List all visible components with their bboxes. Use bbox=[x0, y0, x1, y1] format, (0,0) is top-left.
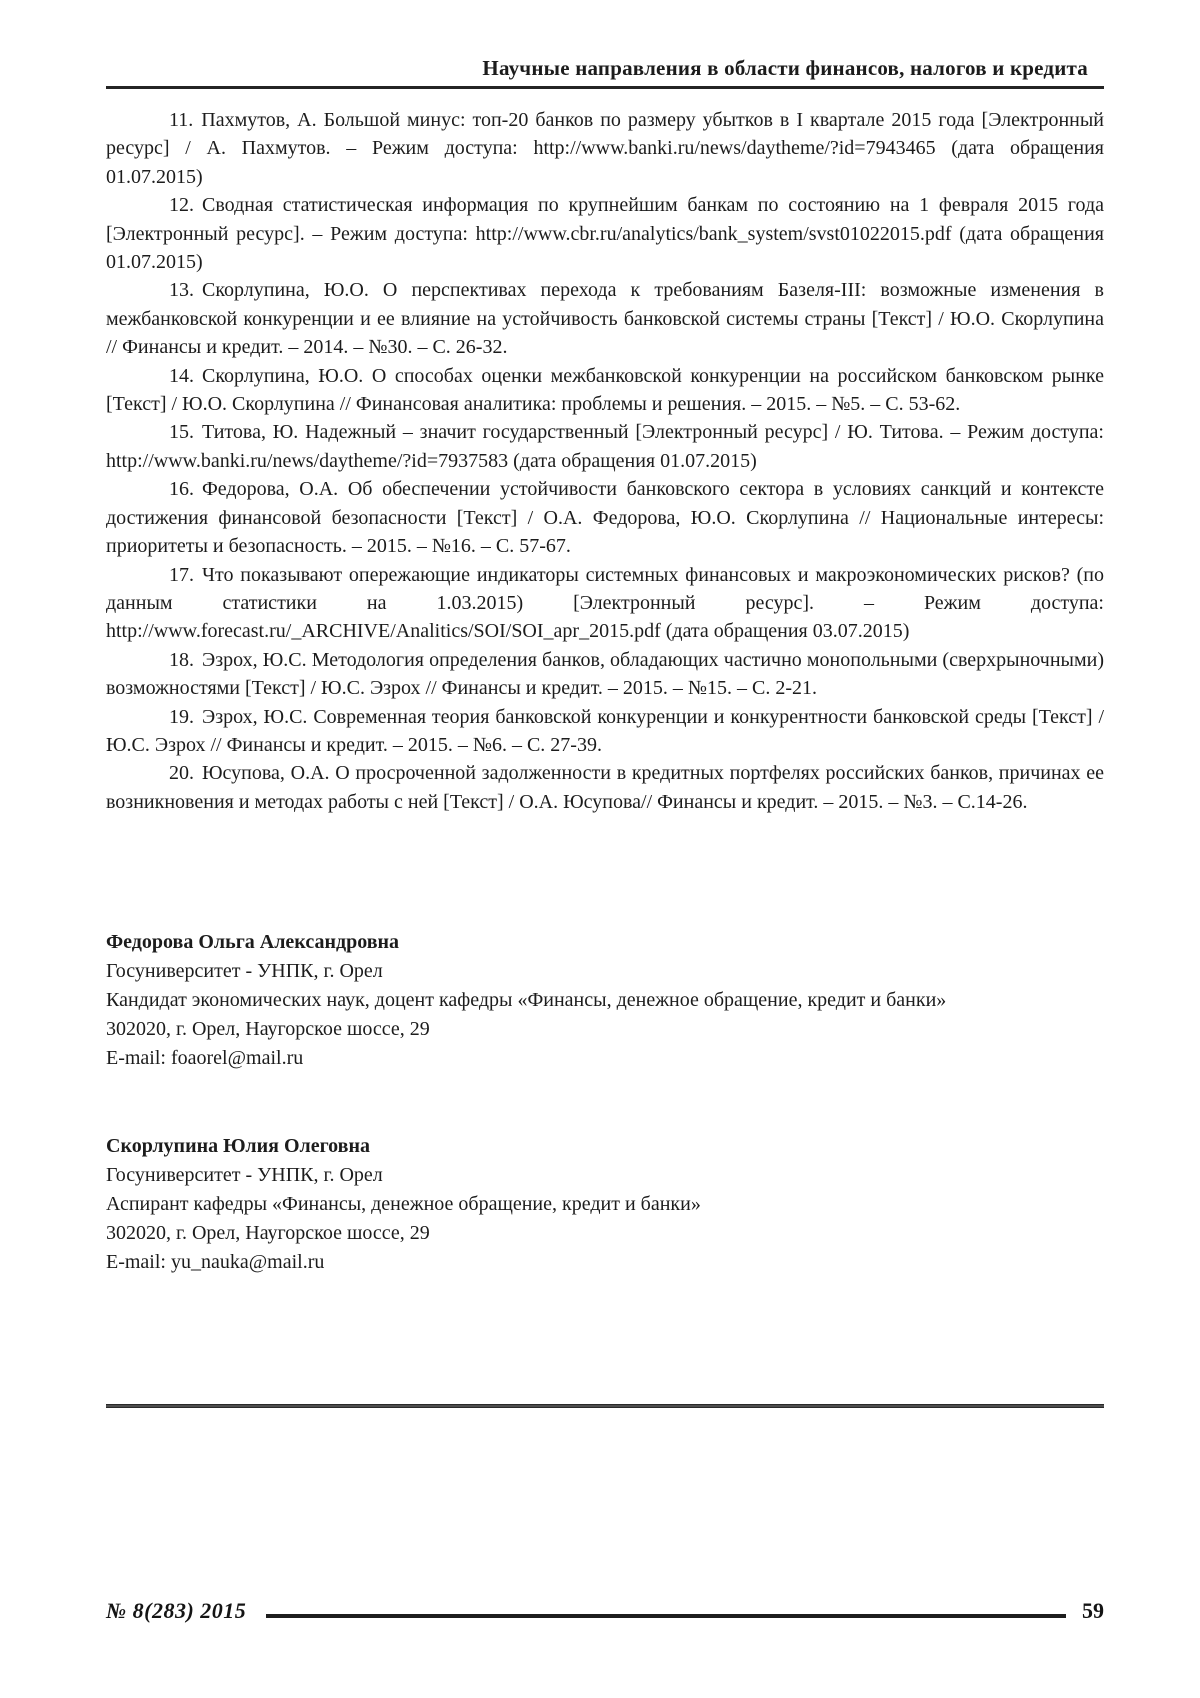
author-affiliation: Госуниверситет - УНПК, г. Орел bbox=[106, 960, 383, 982]
references-list bbox=[106, 106, 1104, 816]
author-block bbox=[106, 1132, 1104, 1277]
reference-text: Юсупова, О.А. О просроченной задолженности в кредитных портфелях российских банков, причинах ее возникновения и методах работы с ней [Текст] / О.А. Юсупова// Финансы и кредит. – 2015. – №3. – С.14-26. bbox=[106, 762, 1104, 813]
author-affiliation: Госуниверситет - УНПК, г. Орел bbox=[106, 1164, 383, 1186]
reference-item bbox=[106, 475, 1104, 560]
reference-item bbox=[106, 362, 1104, 419]
section-divider bbox=[106, 1404, 1104, 1408]
reference-item bbox=[106, 561, 1104, 646]
reference-number: 12. bbox=[169, 194, 194, 217]
reference-number: 16. bbox=[169, 478, 194, 501]
author-name: Федорова Ольга Александровна bbox=[106, 931, 400, 953]
reference-item bbox=[106, 646, 1104, 703]
reference-item bbox=[106, 703, 1104, 760]
reference-text: Эзрох, Ю.С. Методология определения банков, обладающих частично монопольными (сверхрыночными) возможностями [Текст] / Ю.С. Эзрох // Финансы и кредит. – 2015. – №15. – С. 2-21. bbox=[106, 648, 1104, 700]
reference-text: Скорлупина, Ю.О. О перспективах перехода к требованиям Базеля-III: возможные изменения в межбанковской конкуренции и ее влияние на устойчивость банковской системы страны [Текст] / Ю.О. Скорлупина // Финансы и кредит. – 2014. – №30. – С. 26-32. bbox=[106, 279, 1104, 359]
page-title: Научные направления в области финансов, налогов и кредита bbox=[482, 56, 1088, 80]
author-email: E-mail: foaorel@mail.ru bbox=[106, 1047, 304, 1069]
reference-number: 17. bbox=[169, 563, 194, 586]
author-address: 302020, г. Орел, Наугорское шоссе, 29 bbox=[106, 1018, 430, 1040]
issue-label: № 8(283) 2015 bbox=[106, 1598, 247, 1623]
author-address: 302020, г. Орел, Наугорское шоссе, 29 bbox=[106, 1222, 430, 1244]
reference-number: 19. bbox=[169, 705, 194, 728]
reference-text: Что показывают опережающие индикаторы системных финансовых и макроэкономических рисков? (по данным статистики на 1.03.2015) [Электронный ресурс]. – Режим доступа: http://www.forecast.ru/_ARCHIVE/Analitics/SOI/SOI_apr_2015.pdf (дата обращения 03.07.2015) bbox=[106, 563, 1104, 643]
reference-number: 13. bbox=[169, 279, 194, 302]
reference-text: Скорлупина, Ю.О. О способах оценки межбанковской конкуренции на российском банковском рынке [Текст] / Ю.О. Скорлупина // Финансовая аналитика: проблемы и решения. – 2015. – №5. – С. 53-62. bbox=[106, 364, 1104, 416]
reference-text: Сводная статистическая информация по крупнейшим банкам по состоянию на 1 февраля 2015 года [Электронный ресурс]. – Режим доступа: http://www.cbr.ru/analytics/bank_system/svst01022015.pdf (дата обращения 01.07.2015) bbox=[106, 194, 1104, 274]
reference-item bbox=[106, 106, 1104, 191]
page-header bbox=[106, 56, 1104, 89]
reference-number: 14. bbox=[169, 364, 194, 387]
reference-item bbox=[106, 759, 1104, 816]
reference-number: 18. bbox=[169, 648, 194, 671]
reference-item bbox=[106, 191, 1104, 276]
page-footer bbox=[106, 1598, 1104, 1624]
reference-number: 11. bbox=[169, 109, 194, 131]
reference-text: Эзрох, Ю.С. Современная теория банковской конкуренции и конкурентности банковской среды [Текст] / Ю.С. Эзрох // Финансы и кредит. – 2015. – №6. – С. 27-39. bbox=[106, 705, 1104, 756]
author-block bbox=[106, 928, 1104, 1073]
author-position: Аспирант кафедры «Финансы, денежное обращение, кредит и банки» bbox=[106, 1193, 701, 1215]
reference-text: Пахмутов, А. Большой минус: топ-20 банков по размеру убытков в I квартале 2015 года [Электронный ресурс] / А. Пахмутов. – Режим доступа: http://www.banki.ru/news/daytheme/?id=7943465 (дата обращения 01.07.2015) bbox=[106, 109, 1104, 188]
reference-text: Титова, Ю. Надежный – значит государственный [Электронный ресурс] / Ю. Титова. – Режим доступа: http://www.banki.ru/news/daytheme/?id=7937583 (дата обращения 01.07.2015) bbox=[106, 421, 1104, 472]
reference-number: 20. bbox=[169, 762, 194, 785]
reference-text: Федорова, О.А. Об обеспечении устойчивости банковского сектора в условиях санкций и контексте достижения финансовой безопасности [Текст] / О.А. Федорова, Ю.О. Скорлупина // Национальные интересы: приоритеты и безопасность. – 2015. – №16. – С. 57-67. bbox=[106, 478, 1104, 558]
reference-item bbox=[106, 418, 1104, 475]
page-number: 59 bbox=[1082, 1598, 1104, 1623]
reference-number: 15. bbox=[169, 421, 194, 444]
author-name: Скорлупина Юлия Олеговна bbox=[106, 1135, 371, 1157]
footer-rule bbox=[266, 1614, 1066, 1618]
author-email: E-mail: yu_nauka@mail.ru bbox=[106, 1251, 325, 1273]
reference-item bbox=[106, 276, 1104, 361]
author-position: Кандидат экономических наук, доцент кафедры «Финансы, денежное обращение, кредит и банки» bbox=[106, 989, 947, 1011]
